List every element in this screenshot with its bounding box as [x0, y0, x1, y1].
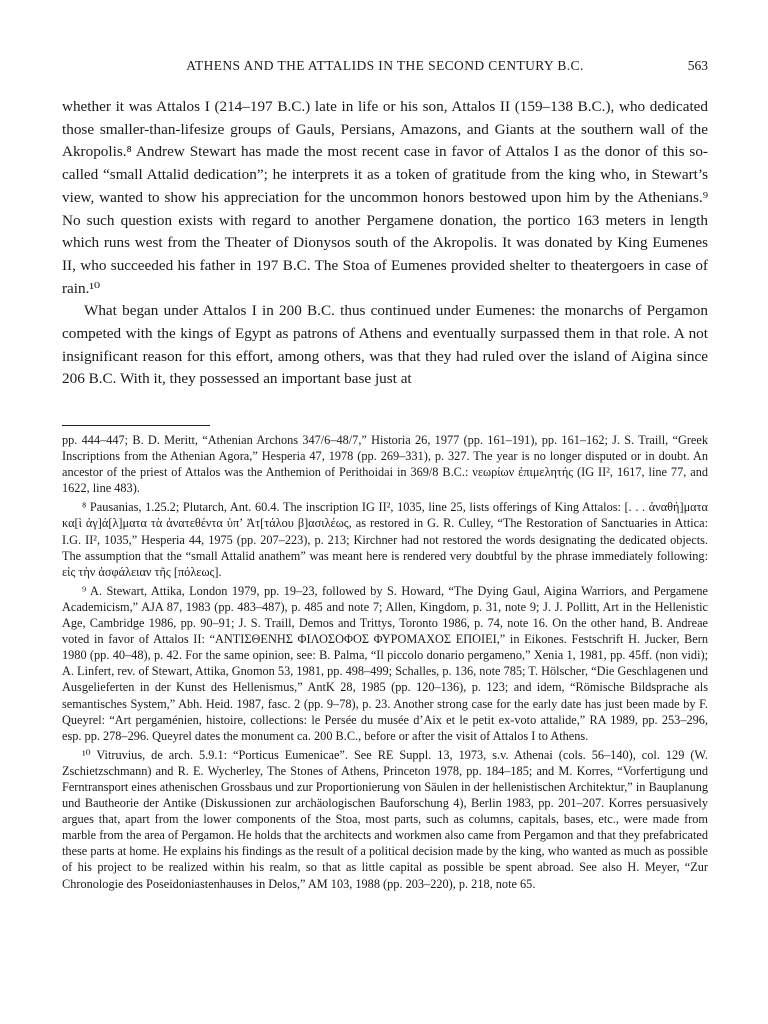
page-number: 563 — [687, 58, 708, 73]
footnote-9: ⁹ A. Stewart, Attika, London 1979, pp. 19–23, followed by S. Howard, “The Dying Gaul, Aigina Warriors, and Pergamene Academicism,” AJA 87, 1983 (pp. 483–487), p. 485 and note 7; Allen, Kingdom, p. 31, note 9; J. J. Pollitt, Art in the Hellenistic Age, Cambridge 1986, pp. 90–91; J. S. Traill, Demos and Trittys, Toronto 1986, p. 74, note 16. On the other hand, B. Andreae voted in favor of Attalos II: “ΑΝΤΙΣΘΕΝΗΣ ΦΙΛΟΣΟΦΟΣ ΦΥΡΟΜΑΧΟΣ ΕΠΟΙΕΙ,” in Eikones. Festschrift H. Jucker, Bern 1980 (pp. 40–48), p. 42. For the same opinion, see: B. Palma, “Il piccolo donario pergameno,” Xenia 1, 1981, pp. 45ff. (non vidi); A. Linfert, rev. of Stewart, Attika, Gnomon 53, 1981, pp. 498–499; Schalles, p. 136, note 785; T. Hölscher, “Die Geschlagenen und Ausgelieferten in der Kunst des Hellenismus,” AntK 28, 1985 (pp. 120–136), p. 123; and idem, “Römische Bildsprache als semantisches System,” Abh. Heid. 1987, fasc. 2 (pp. 9–78), p. 23. Another strong case for the early date has just been made by F. Queyrel: “Art pergaménien, histoire, collections: le Persée du musée d’Aix et le petit ex-voto attalide,” RA 1989, pp. 253–296, esp. pp. 278–296. Queyrel dates the monument ca. 200 B.C., before or after the visit of Attalos I to Athens. — [62, 583, 708, 743]
footnotes — [62, 432, 708, 895]
paragraph-1: whether it was Attalos I (214–197 B.C.) late in life or his son, Attalos II (159–138 B.C.), who dedicated those smaller-than-lifesize groups of Gauls, Persians, Amazons, and Giants at the southern wall of the Akropolis.⁸ Andrew Stewart has made the most recent case in favor of Attalos I as the donor of this so-called “small Attalid dedication”; he interprets it as a token of gratitude from the king who, in Stewart’s view, wanted to show his appreciation for the uncommon honors bestowed upon him by the Athenians.⁹ No such question exists with regard to another Pergamene donation, the portico 163 meters in length which runs west from the Theater of Dionysos south of the Akropolis. It was donated by King Eumenes II, who succeeded his father in 197 B.C. The Stoa of Eumenes provided shelter to theatergoers in case of rain.¹⁰ — [62, 98, 708, 297]
footnote-rule — [62, 425, 210, 426]
footnote-10: ¹⁰ Vitruvius, de arch. 5.9.1: “Porticus Eumenicae”. See RE Suppl. 13, 1973, s.v. Athenai (cols. 56–140), col. 129 (W. Zschietzschmann) and R. E. Wycherley, The Stones of Athens, Princeton 1978, pp. 184–185; and M. Korres, “Vorfertigung und Ferntransport eines athenischen Grossbaus und zur Proportionierung von Säulen in der hellenistischen Architektur,” in Bauplanung und Bautheorie der Antike (Diskussionen zur archäologischen Bauforschung 4), Berlin 1983, pp. 201–207. Korres persuasively argues that, apart from the lower components of the Stoa, most parts, such as columns, capitals, bases, etc., were made from marble from the area of Pergamon. He holds that the architects and workmen also came from Pergamon and that they prefabricated these parts at home. He explains his findings as the result of a political decision made by the king, who wanted as much as possible of his project to be realized within his realm, so that as little capital as possible be spent abroad. See also H. Meyer, “Zur Chronologie des Poseidoniastenhauses in Delos,” AM 103, 1988 (pp. 203–220), p. 218, note 65. — [62, 747, 708, 891]
footnote-8: ⁸ Pausanias, 1.25.2; Plutarch, Ant. 60.4. The inscription IG II², 1035, line 25, lists offerings of King Attalos: [. . . ἀναθή]ματα κα[ὶ ἀγ]ά[λ]ματα τὰ ἀνατεθέντα ὑπ’ Ἀτ[τάλου β]ασιλέως, as restored in G. R. Culley, “The Restoration of Sanctuaries in Attica: I.G. II², 1035,” Hesperia 44, 1975 (pp. 207–223), p. 213; Kirchner had not restored the words designating the dedicated objects. The assumption that the “small Attalid anathem” was meant here is rendered very doubtful by the phrase immediately following: εἰς τὴν ἀσφάλειαν τῆς [πόλεως]. — [62, 500, 708, 579]
page-header — [62, 58, 708, 80]
main-text — [62, 96, 708, 391]
paragraph-2: What began under Attalos I in 200 B.C. thus continued under Eumenes: the monarchs of Pergamon competed with the kings of Egypt as patrons of Athens and eventually surpassed them in that role. A not insignificant reason for this effort, among others, was that they had ruled over the island of Aigina since 206 B.C. With it, they possessed an important base just at — [62, 302, 708, 388]
running-title: ATHENS AND THE ATTALIDS IN THE SECOND CENTURY B.C. — [186, 58, 584, 73]
footnote-continued: pp. 444–447; B. D. Meritt, “Athenian Archons 347/6–48/7,” Historia 26, 1977 (pp. 161–191), pp. 161–162; J. S. Traill, “Greek Inscriptions from the Athenian Agora,” Hesperia 47, 1978 (pp. 269–331), p. 327. The year is no longer disputed or in doubt. An ancestor of the priest of Attalos was the Anthemion of Perithoidai in 369/8 B.C.: νεωρίων ἐπιμελητής (IG II², 1617, line 77, and 1622, line 483). — [62, 433, 708, 496]
